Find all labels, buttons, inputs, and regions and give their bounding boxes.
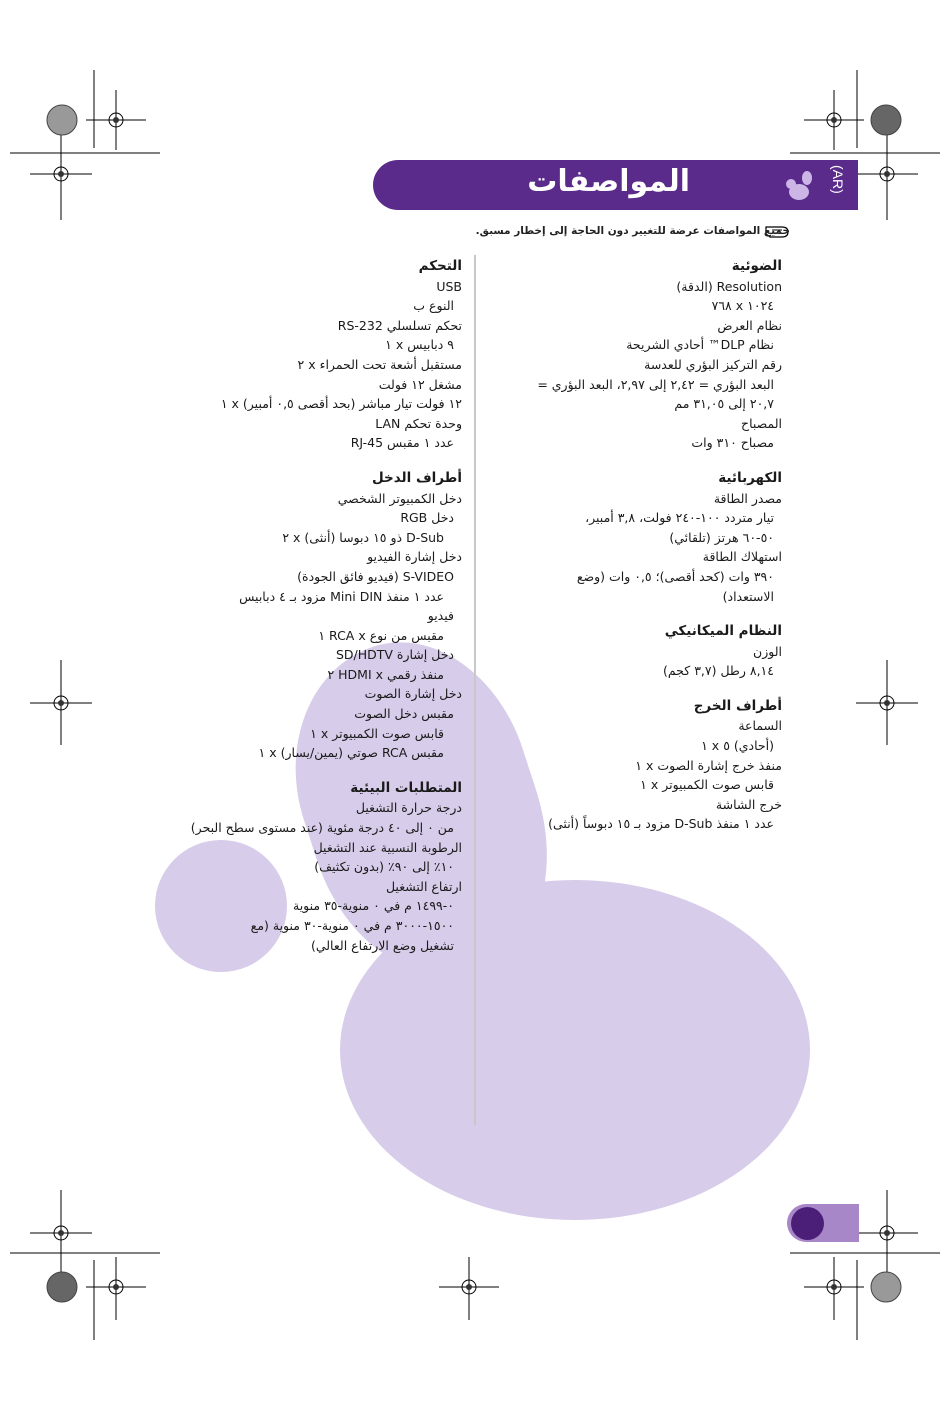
spec-line: الاستعداد) [722,588,774,604]
spec-line: مستقبل أشعة تحت الحمراء x ٢ [297,356,462,372]
header-bar [373,160,858,210]
spec-line: قابس صوت الكمبيوتر x ١ [310,725,444,741]
spec-line: منفذ رقمي HDMI x ٢ [327,666,444,682]
spec-line: دخل الكمبيوتر الشخصي [337,490,462,506]
spec-section [482,257,782,453]
spec-line: المصباح [741,415,782,431]
spec-line: مصدر الطاقة [713,490,782,506]
section-title: أطراف الخرج [693,697,782,714]
spec-line: النوع ب [413,298,454,314]
spec-line: نظام DLP™ أحادي الشريحة [626,337,774,353]
spec-line: الوزن [753,643,782,659]
spec-line: تحكم تسلسلي RS-232 [337,317,462,333]
section-title: الكهربائية [718,469,782,486]
spec-line: فيديو [427,608,454,624]
spec-section [482,469,782,606]
spec-line: USB [436,278,462,294]
spec-line: السماعة [738,718,782,734]
spec-line: ١٠٪ إلى ٩٠٪ (بدون تكثيف) [314,859,454,875]
spec-line: عدد ١ مقبس RJ-45 [350,435,454,451]
language-label: (AR) [830,165,846,194]
spec-line: عدد ١ منفذ Mini DIN مزود بـ ٤ دبابيس [239,588,444,604]
spec-line: خرج الشاشة [715,796,782,812]
spec-line: رقم التركيز البؤري للعدسة [644,356,782,372]
spec-line: من ٠ إلى ٤٠ درجة مئوية (عند مستوى سطح البحر) [190,820,454,836]
spec-line: استهلاك الطاقة [702,549,782,565]
spec-change-note: جميع المواصفات عرضة للتغيير دون الحاجة إلى إخطار مسبق. [475,225,790,237]
spec-line: البعد البؤري = ٢,٤٢ إلى ٢,٩٧، البعد البؤري = [537,376,774,392]
section-title: التحكم [418,258,462,274]
page-title: المواصفات [527,164,690,199]
section-title: المتطلبات البيئية [350,779,462,796]
spec-line: ٨,١٤ رطل (٣,٧ كجم) [662,663,774,679]
section-title: أطراف الدخل [371,469,462,486]
spec-section [482,697,782,834]
leaf-logo-icon [777,160,817,210]
spec-line: ٢٠,٧ إلى ٣١,٠٥ مم [674,396,774,412]
spec-line: ١٠٢٤ x ٧٦٨ [711,298,774,314]
spec-line: تشغيل وضع الارتفاع العالي) [310,937,454,953]
spec-line: عدد ١ منفذ D-Sub مزود بـ ١٥ دبوساً (أنثى) [548,816,774,832]
spec-line: ٣٩٠ وات (كحد أقصى)؛ ٠,٥ وات (وضع [576,568,774,584]
spec-section [162,779,462,955]
spec-section [162,469,462,763]
spec-line: مقبس دخل الصوت [354,706,454,722]
spec-line: دخل RGB [400,510,454,526]
spec-line: (أحادي) ٥ x ١ [701,738,774,754]
spec-line: دخل إشارة الصوت [364,686,462,702]
spec-line: Resolution (الدقة) [676,278,782,294]
section-title: الضوئية [731,258,782,274]
spec-section [162,257,462,453]
page-marker-circle [791,1207,824,1240]
spec-line: قابس صوت الكمبيوتر x ١ [640,777,774,793]
spec-line: دخل إشارة SD/HDTV [335,647,454,663]
spec-line: ٠-١٤٩٩ م في ٠ منوية-٣٥ منوية [293,898,454,914]
spec-line: درجة حرارة التشغيل [355,800,462,816]
spec-line: مصباح ٣١٠ وات [691,435,774,451]
spec-line: دخل إشارة الفيديو [367,549,462,565]
spec-line: نظام العرض [717,317,782,333]
column-divider [474,255,476,1125]
spec-line: ارتفاع التشغيل [385,878,462,894]
spec-line: S-VIDEO (فيديو فائق الجودة) [297,568,454,584]
spec-section [482,622,782,681]
spec-line: منفذ خرج إشارة الصوت x ١ [635,757,782,773]
spec-line: ١٥٠٠-٣٠٠٠ م في ٠ منوية-٣٠ منوية (مع [250,918,454,933]
spec-line: D-Sub ذو ١٥ دبوسا (أنثى) x ٢ [282,529,444,545]
spec-line: مقبس من نوع RCA x ١ [318,627,444,643]
spec-line: مقبس RCA صوتي (يمين/يسار) x ١ [258,745,444,761]
spec-line: وحدة تحكم LAN [375,415,462,431]
specs-column-right [482,257,782,850]
spec-line: تيار متردد ١٠٠-٢٤٠ فولت، ٣,٨ أمبير، [585,510,774,526]
spec-line: مشغل ١٢ فولت [378,376,462,392]
specs-column-left [162,257,462,971]
spec-line: الرطوبة النسبية عند التشغيل [313,839,462,855]
spec-line: ١٢ فولت تيار مباشر (بحد أقصى ٠,٥ أمبير) x ١ [220,396,462,412]
section-title: النظام الميكانيكي [664,623,782,640]
spec-line: ٩ دبابيس x ١ [385,337,454,353]
spec-line: ٥٠-٦٠ هرتز (تلقائي) [669,529,774,545]
